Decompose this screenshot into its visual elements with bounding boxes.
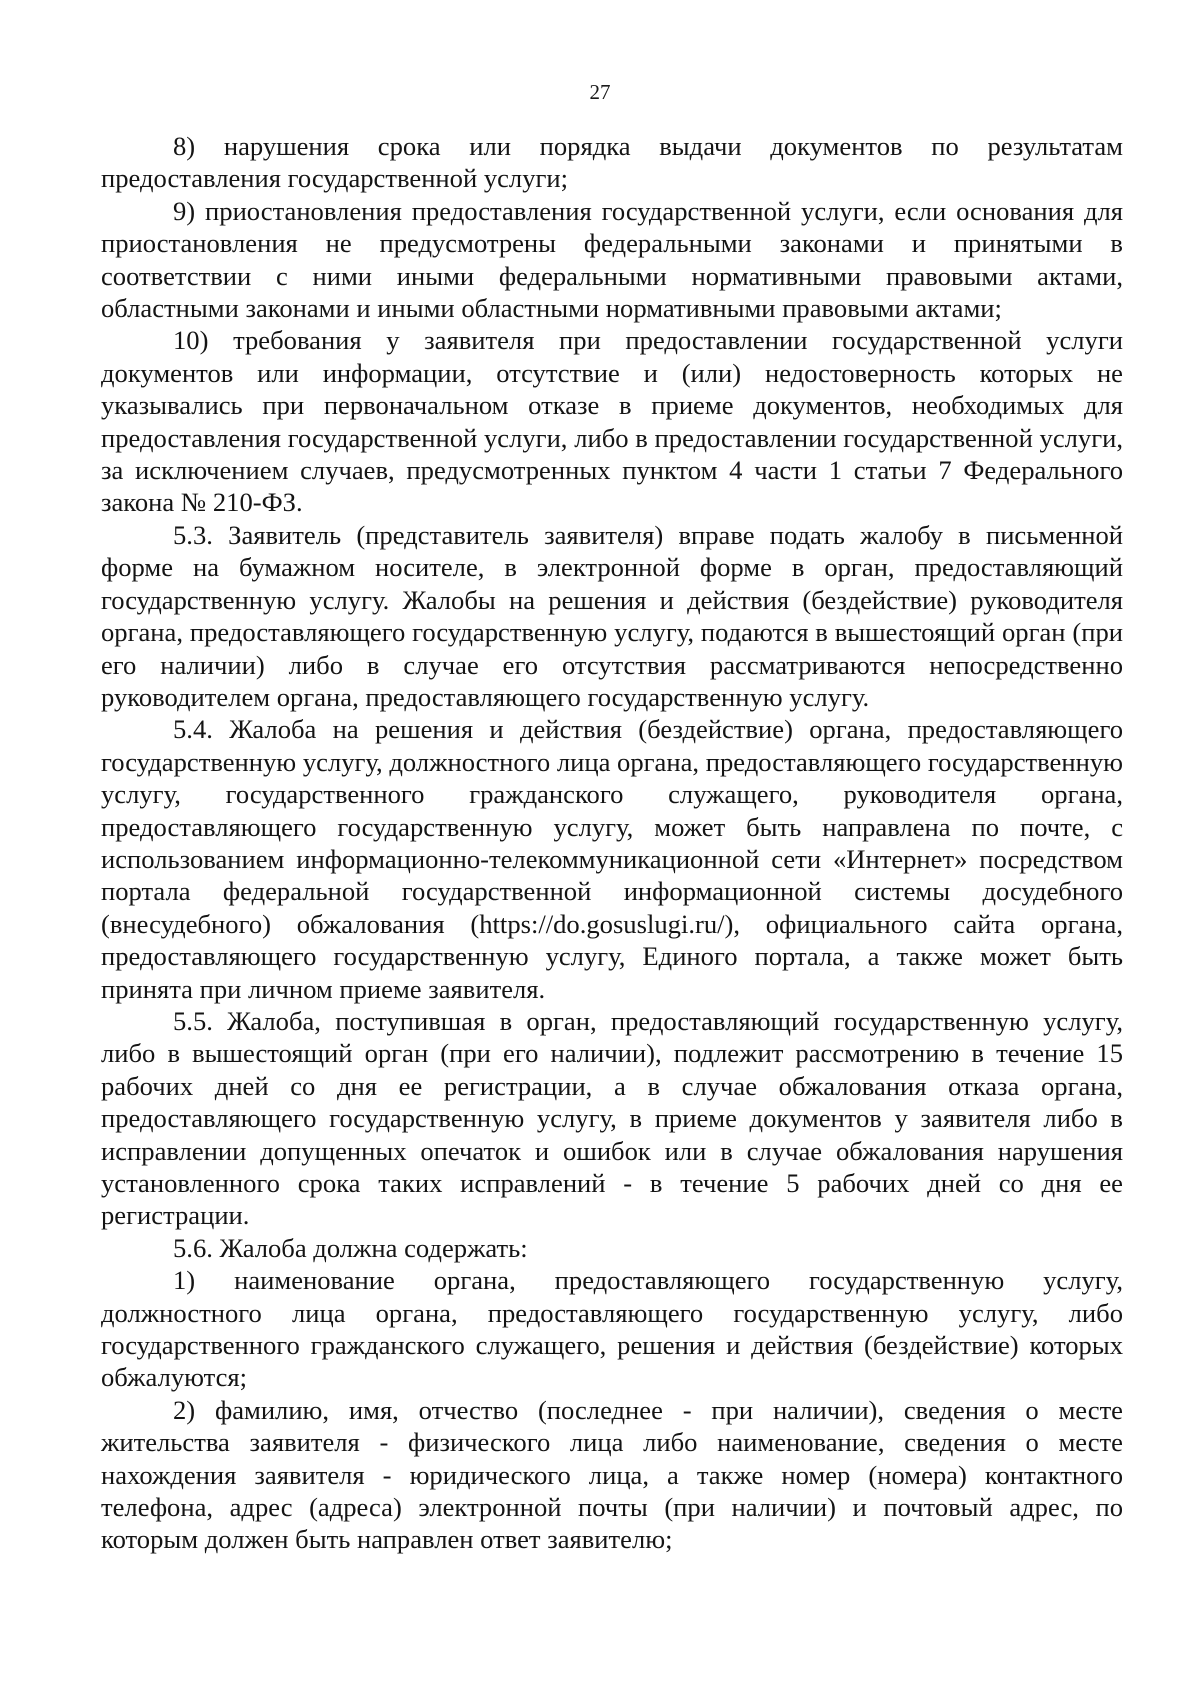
paragraph-item-2: 2) фамилию, имя, отчество (последнее - при наличии), сведения о месте жительства заявителя - физического лица либо наименование, сведения о месте нахождения заявителя - юридического лица, а также номер (номера) контактного телефона, адрес (адреса) электронной почты (при наличии) и почтовый адрес, по которым должен быть направлен ответ заявителю;: [101, 1394, 1123, 1555]
paragraph-5-4: 5.4. Жалоба на решения и действия (бездействие) органа, предоставляющего государственную услугу, должностного лица органа, предоставляющего государственную услугу, государственного гражданского служащего, руководителя органа, предоставляющего государственную услугу, может быть направлена по почте, с использованием информационно-телекоммуникационной сети «Интернет» посредством портала федеральной государственной информационной системы досудебного (внесудебного) обжалования (https://do.gosuslugi.ru/), официального сайта органа, предоставляющего государственную услугу, Единого портала, а также может быть принята при личном приеме заявителя.: [101, 714, 1123, 1004]
paragraph-5-6: 5.6. Жалоба должна содержать:: [173, 1232, 528, 1263]
document-body: [101, 130, 1123, 1556]
paragraph-item-8: 8) нарушения срока или порядка выдачи документов по результатам предоставления государственной услуги;: [101, 131, 1123, 194]
paragraph-item-10: 10) требования у заявителя при предоставлении государственной услуги документов или информации, отсутствие и (или) недостоверность которых не указывались при первоначальном отказе в приеме документов, необходимых для предоставления государственной услуги, либо в предоставлении государственной услуги, за исключением случаев, предусмотренных пунктом 4 части 1 статьи 7 Федерального закона № 210-ФЗ.: [101, 325, 1123, 518]
paragraph-5-3: 5.3. Заявитель (представитель заявителя) вправе подать жалобу в письменной форме на бумажном носителе, в электронной форме в орган, предоставляющий государственную услугу. Жалобы на решения и действия (бездействие) руководителя органа, предоставляющего государственную услугу, подаются в вышестоящий орган (при его наличии) либо в случае его отсутствия рассматриваются непосредственно руководителем органа, предоставляющего государственную услугу.: [101, 519, 1123, 712]
page-number: 27: [589, 80, 611, 104]
paragraph-item-1: 1) наименование органа, предоставляющего государственную услугу, должностного лица органа, предоставляющего государственную услугу, либо государственного гражданского служащего, решения и действия (бездействие) которых обжалуются;: [101, 1265, 1123, 1393]
paragraph-item-9: 9) приостановления предоставления государственной услуги, если основания для приостановления не предусмотрены федеральными законами и принятыми в соответствии с ними иными федеральными нормативными правовыми актами, областными законами и иными областными нормативными правовыми актами;: [101, 195, 1123, 324]
paragraph-5-5: 5.5. Жалоба, поступившая в орган, предоставляющий государственную услугу, либо в вышестоящий орган (при его наличии), подлежит рассмотрению в течение 15 рабочих дней со дня ее регистрации, а в случае обжалования отказа органа, предоставляющего государственную услугу, в приеме документов у заявителя либо в исправлении допущенных опечаток и ошибок или в случае обжалования нарушения установленного срока таких исправлений - в течение 5 рабочих дней со дня ее регистрации.: [101, 1005, 1123, 1231]
